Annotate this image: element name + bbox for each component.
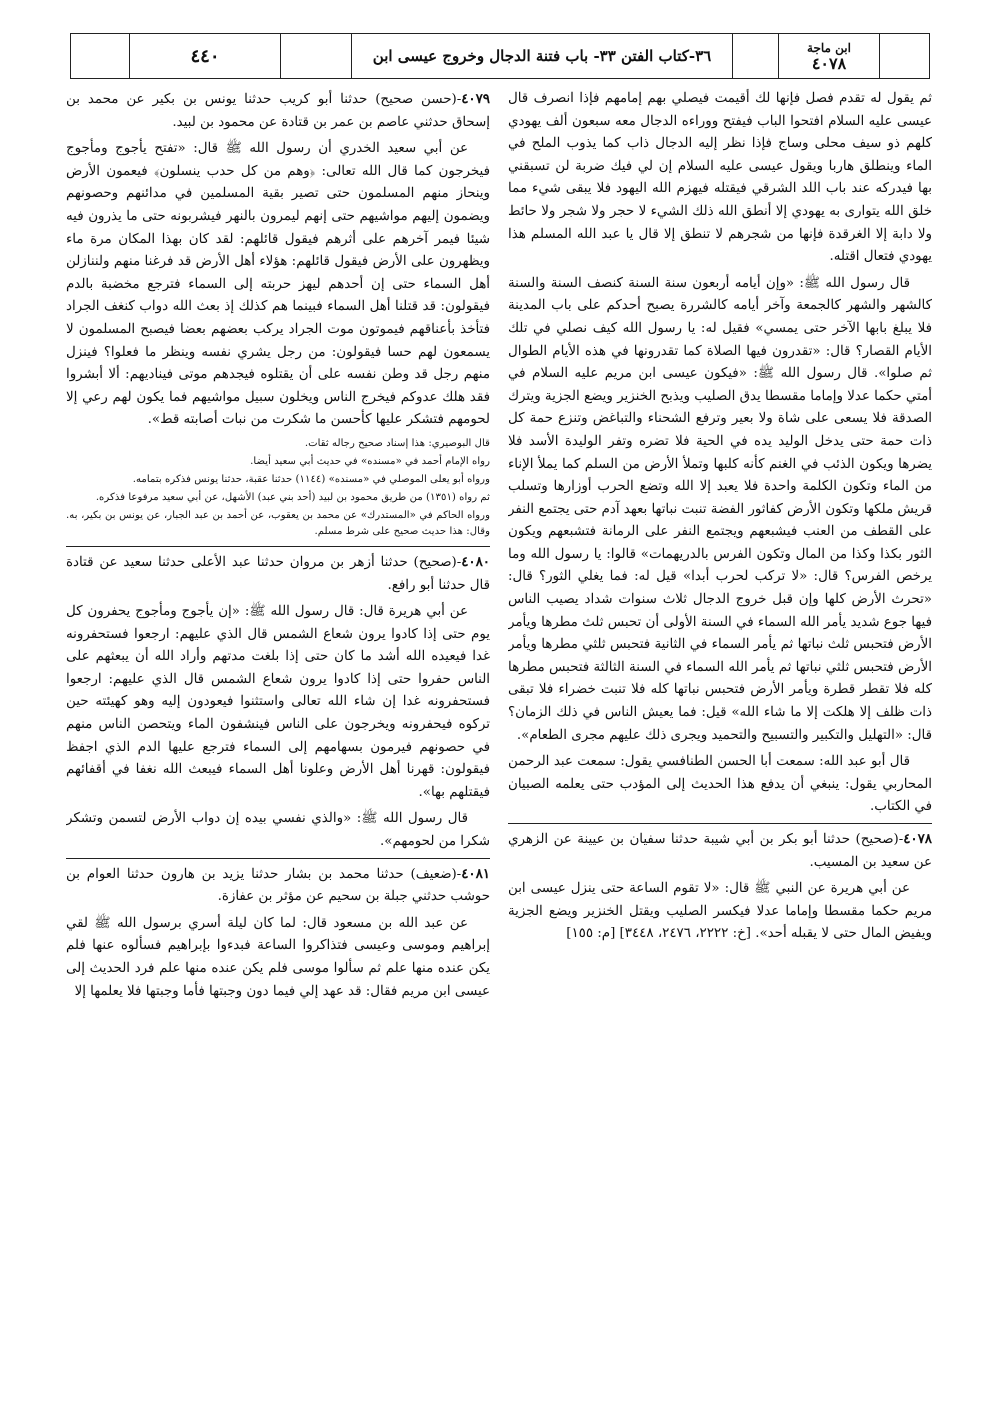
hadith-isnad: -(صحيح) حدثنا أزهر بن مروان حدثنا عبد الأعلى حدثنا سعيد عن قتادة قال حدثنا أبو رافع. xyxy=(66,554,490,593)
paragraph: ثم يقول له تقدم فصل فإنها لك أقيمت فيصلي بهم إمامهم فإذا انصرف قال عيسى عليه السلام افتحوا الباب فيفتح ووراءه الدجال معه سبعون ألف يهودي كلهم ذو سيف محلى وساج فإذا نظر إليه الدجال ذاب كما يذوب الملح في الماء وينطلق هاربا ويقول عيسى عليه السلام إن لي فيك ضربة لن تسبقني بها فيدركه عند باب اللد الشرقي فيقتله فيهزم الله اليهود فلا يبقى شيء مما خلق الله يتوارى به يهودي إلا أنطق الله ذلك الشيء لا حجر ولا شجر ولا حائط ولا دابة إلا الغرقدة فإنها من شجرهم لا تنطق إلا قال يا عبد الله المسلم هذا يهودي فتعال اقتله. xyxy=(508,91,932,265)
hadith-number: ٤٠٧٩ xyxy=(461,91,490,107)
footnotes xyxy=(66,436,490,540)
hadith-range: ٤٠٧٨ xyxy=(811,54,847,73)
header-empty-cell xyxy=(71,34,130,78)
hadith-heading xyxy=(66,551,490,597)
hadith-heading xyxy=(66,88,490,134)
page-number: ٤٤٠ xyxy=(130,34,281,78)
book-reference xyxy=(779,34,880,78)
hadith-matn: عن أبي هريرة قال: قال رسول الله ﷺ: «إن يأجوج ومأجوج يحفرون كل يوم حتى إذا كادوا يرون شعاع الشمس قال الذي عليهم: ارجعوا فستحفرونه غدا فيعيده الله أشد ما كان حتى إذا بلغت مدتهم وأراد الله أن يبعثهم على الناس حفروا حتى إذا كادوا يرون شعاع الشمس قال الذي عليهم: ارجعوا فستحفرونه غدا إن شاء الله تعالى واستثنوا فيعودون إليه وهو كهيئته حين تركوه فيحفرونه ويخرجون على الناس فينشفون الماء ويتحصن الناس منهم في حصونهم فيرمون بسهامهم إلى السماء فترجع عليها الدم الذي اجفظ فيقولون: قهرنا أهل الأرض وعلونا أهل السماء فيبعث الله نغفا في أقفائهم فيقتلهم بها». xyxy=(66,604,490,800)
footnote: قال البوصيري: هذا إسناد صحيح رجاله ثقات. xyxy=(304,437,490,449)
footnote: رواه الإمام أحمد في «مسنده» في حديث أبي سعيد أيضا. xyxy=(250,455,490,467)
header-empty-cell xyxy=(281,34,352,78)
hadith-isnad: -(ضعيف) حدثنا محمد بن بشار حدثنا يزيد بن هارون حدثنا العوام بن حوشب حدثني جبلة بن سحيم عن مؤثر بن عفازة. xyxy=(66,866,490,905)
hadith-isnad: -(حسن صحيح) حدثنا أبو كريب حدثنا يونس بن بكير عن محمد بن إسحاق حدثني عاصم بن عمر بن قتادة عن محمود بن لبيد. xyxy=(66,92,490,130)
right-column xyxy=(508,88,932,1378)
hadith-heading xyxy=(508,828,932,874)
footnote: ورواه الحاكم في «المستدرك» عن محمد بن يعقوب، عن أحمد بن عبد الجبار، عن يونس بن بكير، به. وقال: هذا حديث صحيح على شرط مسلم. xyxy=(66,509,490,537)
hadith-matn: عن أبي هريرة عن النبي ﷺ قال: «لا تقوم الساعة حتى ينزل عيسى ابن مريم حكما مقسطا وإماما عدلا فيكسر الصليب ويقتل الخنزير ويضع الجزية ويفيض المال حتى لا يقبله أحد». [خ: ٢٢٢٢، ٢٤٧٦، ٣٤٤٨] [م: ١٥٥] xyxy=(508,881,932,942)
hadith-number: ٤٠٨١ xyxy=(461,865,490,882)
book-name: ابن ماجة xyxy=(807,41,851,55)
hadith-number: ٤٠٨٠ xyxy=(461,553,490,570)
chapter-title: ٣٦-كتاب الفتن ٣٣- باب فتنة الدجال وخروج عيسى ابن xyxy=(352,34,733,78)
paragraph: قال رسول الله ﷺ: «وإن أيامه أربعون سنة السنة كنصف السنة والسنة كالشهر والشهر كالجمعة وآخر أيامه كالشررة يصبح أحدكم على باب المدينة فلا يبلغ بابها الآخر حتى يمسي» فقيل له: يا رسول الله كيف نصلي في تلك الأيام القصار؟ قال: «تقدرون فيها الصلاة كما تقدرونها في هذه الأيام الطوال ثم صلوا». قال رسول الله ﷺ: «فيكون عيسى ابن مريم عليه السلام في أمتي حكما عدلا وإماما مقسطا يدق الصليب ويذبح الخنزير ويضع الجزية ويترك الصدقة فلا يسعى على شاة ولا بعير وترفع الشحناء والتباغض وتنزع حمة كل ذات حمة حتى يدخل الوليد يده في الحية فلا تضره وتفر الوليدة الأسد فلا يضرها ويكون الذئب في الغنم كأنه كلبها وتملأ الأرض من السلم كما يملأ الإناء من الماء وتكون الكلمة واحدة فلا يعبد إلا الله وتضع الحرب أوزارها وتسلب قريش ملكها وتكون الأرض كفاثور الفضة تنبت نباتها بعهد آدم حتى يجتمع النفر على القطف من العنب فيشبعهم ويجتمع النفر على الرمانة فتشبعهم ويكون الثور بكذا وكذا من المال وتكون الفرس بالدريهمات» قالوا: يا رسول الله وما يرخص الفرس؟ قال: «لا تركب لحرب أبدا» قيل له: فما يغلي الثور؟ قال: «تحرث الأرض كلها وإن قبل خروج الدجال ثلاث سنوات شداد يصيب الناس فيها جوع شديد يأمر الله السماء في السنة الأولى أن تحبس ثلث مطرها ويأمر الأرض فتحبس ثلث نباتها ثم يأمر السماء في الثانية فتحبس ثلثي مطرها ويأمر الأرض فتحبس ثلثي نباتها ثم يأمر الله السماء في السنة الثالثة فتحبس مطرها كله فلا تقطر قطرة ويأمر الأرض فتحبس نباتها كله فلا تنبت خضراء فلا تبقى ذات ظلف إلا هلكت إلا ما شاء الله» قيل: فما يعيش الناس في ذلك الزمان؟ قال: «التهليل والتكبير والتسبيح والتحميد ويجرى ذلك عليهم مجرى الطعام». xyxy=(508,275,932,743)
text-columns xyxy=(66,88,932,1378)
page-header xyxy=(70,33,930,79)
hadith-isnad: -(صحيح) حدثنا أبو بكر بن أبي شيبة حدثنا سفيان بن عيينة عن الزهري عن سعيد بن المسيب. xyxy=(508,832,932,870)
footnote: ثم رواه (١٣٥١) من طريق محمود بن لبيد (أحد بني عبد) الأشهل، عن أبي سعيد مرفوعا فذكره. xyxy=(95,491,490,503)
divider xyxy=(66,546,490,547)
header-empty-cell xyxy=(880,34,929,78)
divider xyxy=(508,823,932,824)
hadith-matn: عن أبي سعيد الخدري أن رسول الله ﷺ قال: «تفتح يأجوج ومأجوج فيخرجون كما قال الله تعالى: ﴿وهم من كل حدب ينسلون﴾ فيعمون الأرض وينحاز منهم المسلمون حتى تصير بقية المسلمين في مدائنهم وحصونهم ويضمون إليهم مواشيهم حتى إنهم ليمرون بالنهر فيشربونه حتى ما يذرون فيه شيئا فيمر آخرهم على أثرهم فيقول قائلهم: لقد كان بهذا المكان مرة ماء ويظهرون على الأرض فيقول قائلهم: هؤلاء أهل الأرض قد فرغنا منهم ولننازلن أهل السماء حتى إن أحدهم ليهز حربته إلى السماء فترجع مخضبة بالدم فيقولون: قد قتلنا أهل السماء فبينما هم كذلك إذ بعث الله دواب كنغف الجراد فتأخذ بأعناقهم فيموتون موت الجراد يركب بعضهم بعضا فيصبح المسلمون لا يسمعون لهم حسا فيقولون: من رجل يشري نفسه وينظر ما فعلوا؟ فينزل منهم رجل قد وطن نفسه على أن يقتلوه فيجدهم موتى فيناديهم: ألا أبشروا فقد هلك عدوكم فيخرج الناس ويخلون سبيل مواشيهم فما يكون لهم رعي إلا لحومهم فتشكر عليها كأحسن ما شكرت من نبات أصابته قط». xyxy=(66,141,490,428)
header-empty-cell xyxy=(733,34,779,78)
hadith-heading xyxy=(66,863,490,909)
hadith-matn: قال رسول الله ﷺ: «والذي نفسي بيده إن دواب الأرض لتسمن وتشكر شكرا من لحومهم». xyxy=(66,811,490,850)
divider xyxy=(66,858,490,859)
footnote: ورواه أبو يعلى الموصلي في «مسنده» (١١٤٤) حدثنا عقبة، حدثنا يونس فذكره بتمامه. xyxy=(132,473,490,485)
left-column xyxy=(66,88,496,1378)
hadith-matn: عن عبد الله بن مسعود قال: لما كان ليلة أسري برسول الله ﷺ لقي إبراهيم وموسى وعيسى فتذاكروا الساعة فبدءوا بإبراهيم فسألوه عنها فلم يكن عنده منها علم ثم سألوا موسى فلم يكن عنده منها علم فرد الحديث إلى عيسى ابن مريم فقال: قد عهد إلي فيما دون وجبتها فأما وجبتها فلا يعلمها إلا xyxy=(66,915,490,999)
hadith-number: ٤٠٧٨ xyxy=(903,831,932,847)
paragraph: قال أبو عبد الله: سمعت أبا الحسن الطنافسي يقول: سمعت عبد الرحمن المحاربي يقول: ينبغي أن يدفع هذا الحديث إلى المؤدب حتى يعلمه الصبيان في الكتاب. xyxy=(508,754,932,815)
